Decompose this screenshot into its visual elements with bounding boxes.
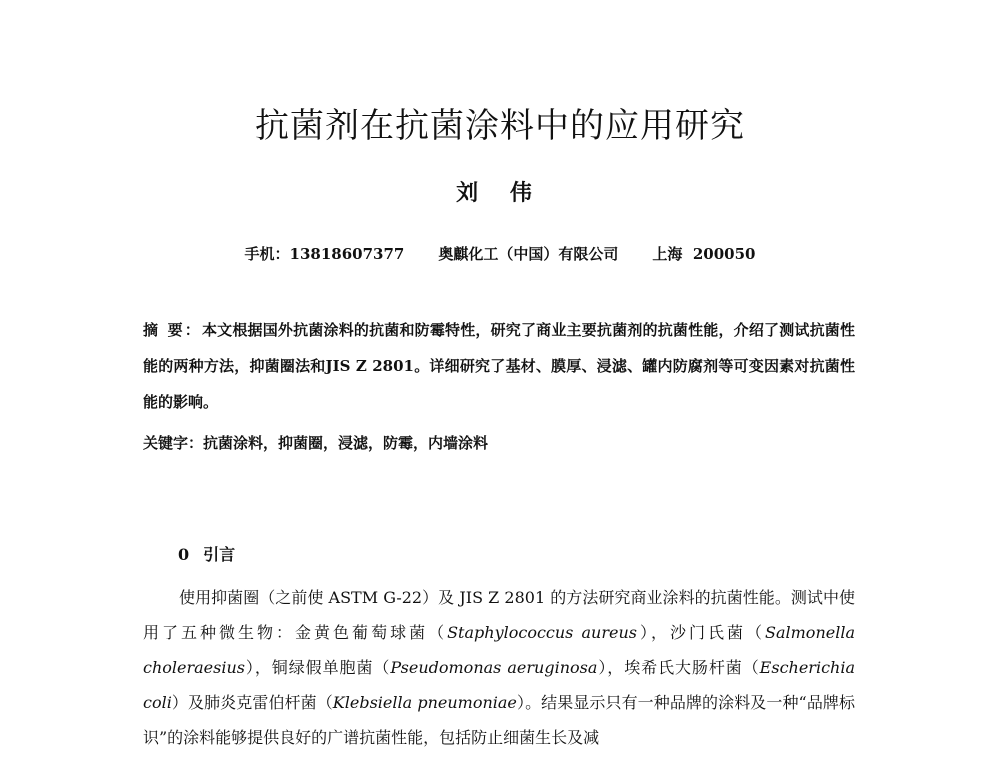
body-text-segment: ）及肺炎克雷伯杆菌（ <box>171 693 333 712</box>
body-text-segment: 使用抑菌圈（之前使 ASTM G-22）及 JIS Z 2801 的方法研究商业涂料的抗菌性能。测试中使用了五种微生物：金黄色葡萄球菌（ <box>143 588 855 642</box>
body-text-segment: ），沙门氏菌（ <box>636 623 766 642</box>
keywords-text: 抗菌涂料，抑菌圈，浸滤，防霉，内墙涂料 <box>203 434 489 452</box>
affiliation-phone: 手机：13818607377 <box>244 245 405 263</box>
abstract-text: 本文根据国外抗菌涂料的抗菌和防霉特性，研究了商业主要抗菌剂的抗菌性能，介绍了测试抗菌性能的两种方法，抑菌圈法和JIS Z 2801。详细研究了基材、膜厚、浸滤、罐内防腐剂等可变因素对抗菌性能的影响。 <box>143 321 855 411</box>
affiliation-line <box>0 243 1000 264</box>
abstract-label: 摘 要： <box>143 321 202 339</box>
paper-title: 抗菌剂在抗菌涂料中的应用研究 <box>255 106 745 146</box>
body-text-segment: ）。结果显示只有一种品牌的涂料及一种“品牌标识”的涂料能够提供良好的广谱抗菌性能，包括防止细菌生长及减 <box>143 693 855 747</box>
section-title: 引言 <box>203 545 236 564</box>
author-name: 刘 伟 <box>456 180 544 206</box>
section-number: 0 <box>178 545 190 564</box>
section-heading <box>178 542 235 565</box>
organism-name: Staphylococcus aureus <box>447 623 637 642</box>
affiliation-city: 上海 200050 <box>652 245 756 263</box>
organism-name: Klebsiella pneumoniae <box>332 693 517 712</box>
abstract <box>143 312 855 420</box>
body-text-segment: ），铜绿假单胞菌（ <box>244 658 391 677</box>
organism-name: Salmonella choleraesius <box>143 623 855 677</box>
body-paragraph <box>143 580 855 755</box>
body-text-segment: ），埃希氏大肠杆菌（ <box>597 658 760 677</box>
organism-name: Pseudomonas aeruginosa <box>390 658 598 677</box>
affiliation-company: 奥麒化工（中国）有限公司 <box>438 245 619 263</box>
keywords <box>143 428 855 458</box>
organism-name: Escherichia coli <box>143 658 855 712</box>
keywords-label: 关键字： <box>143 434 204 452</box>
